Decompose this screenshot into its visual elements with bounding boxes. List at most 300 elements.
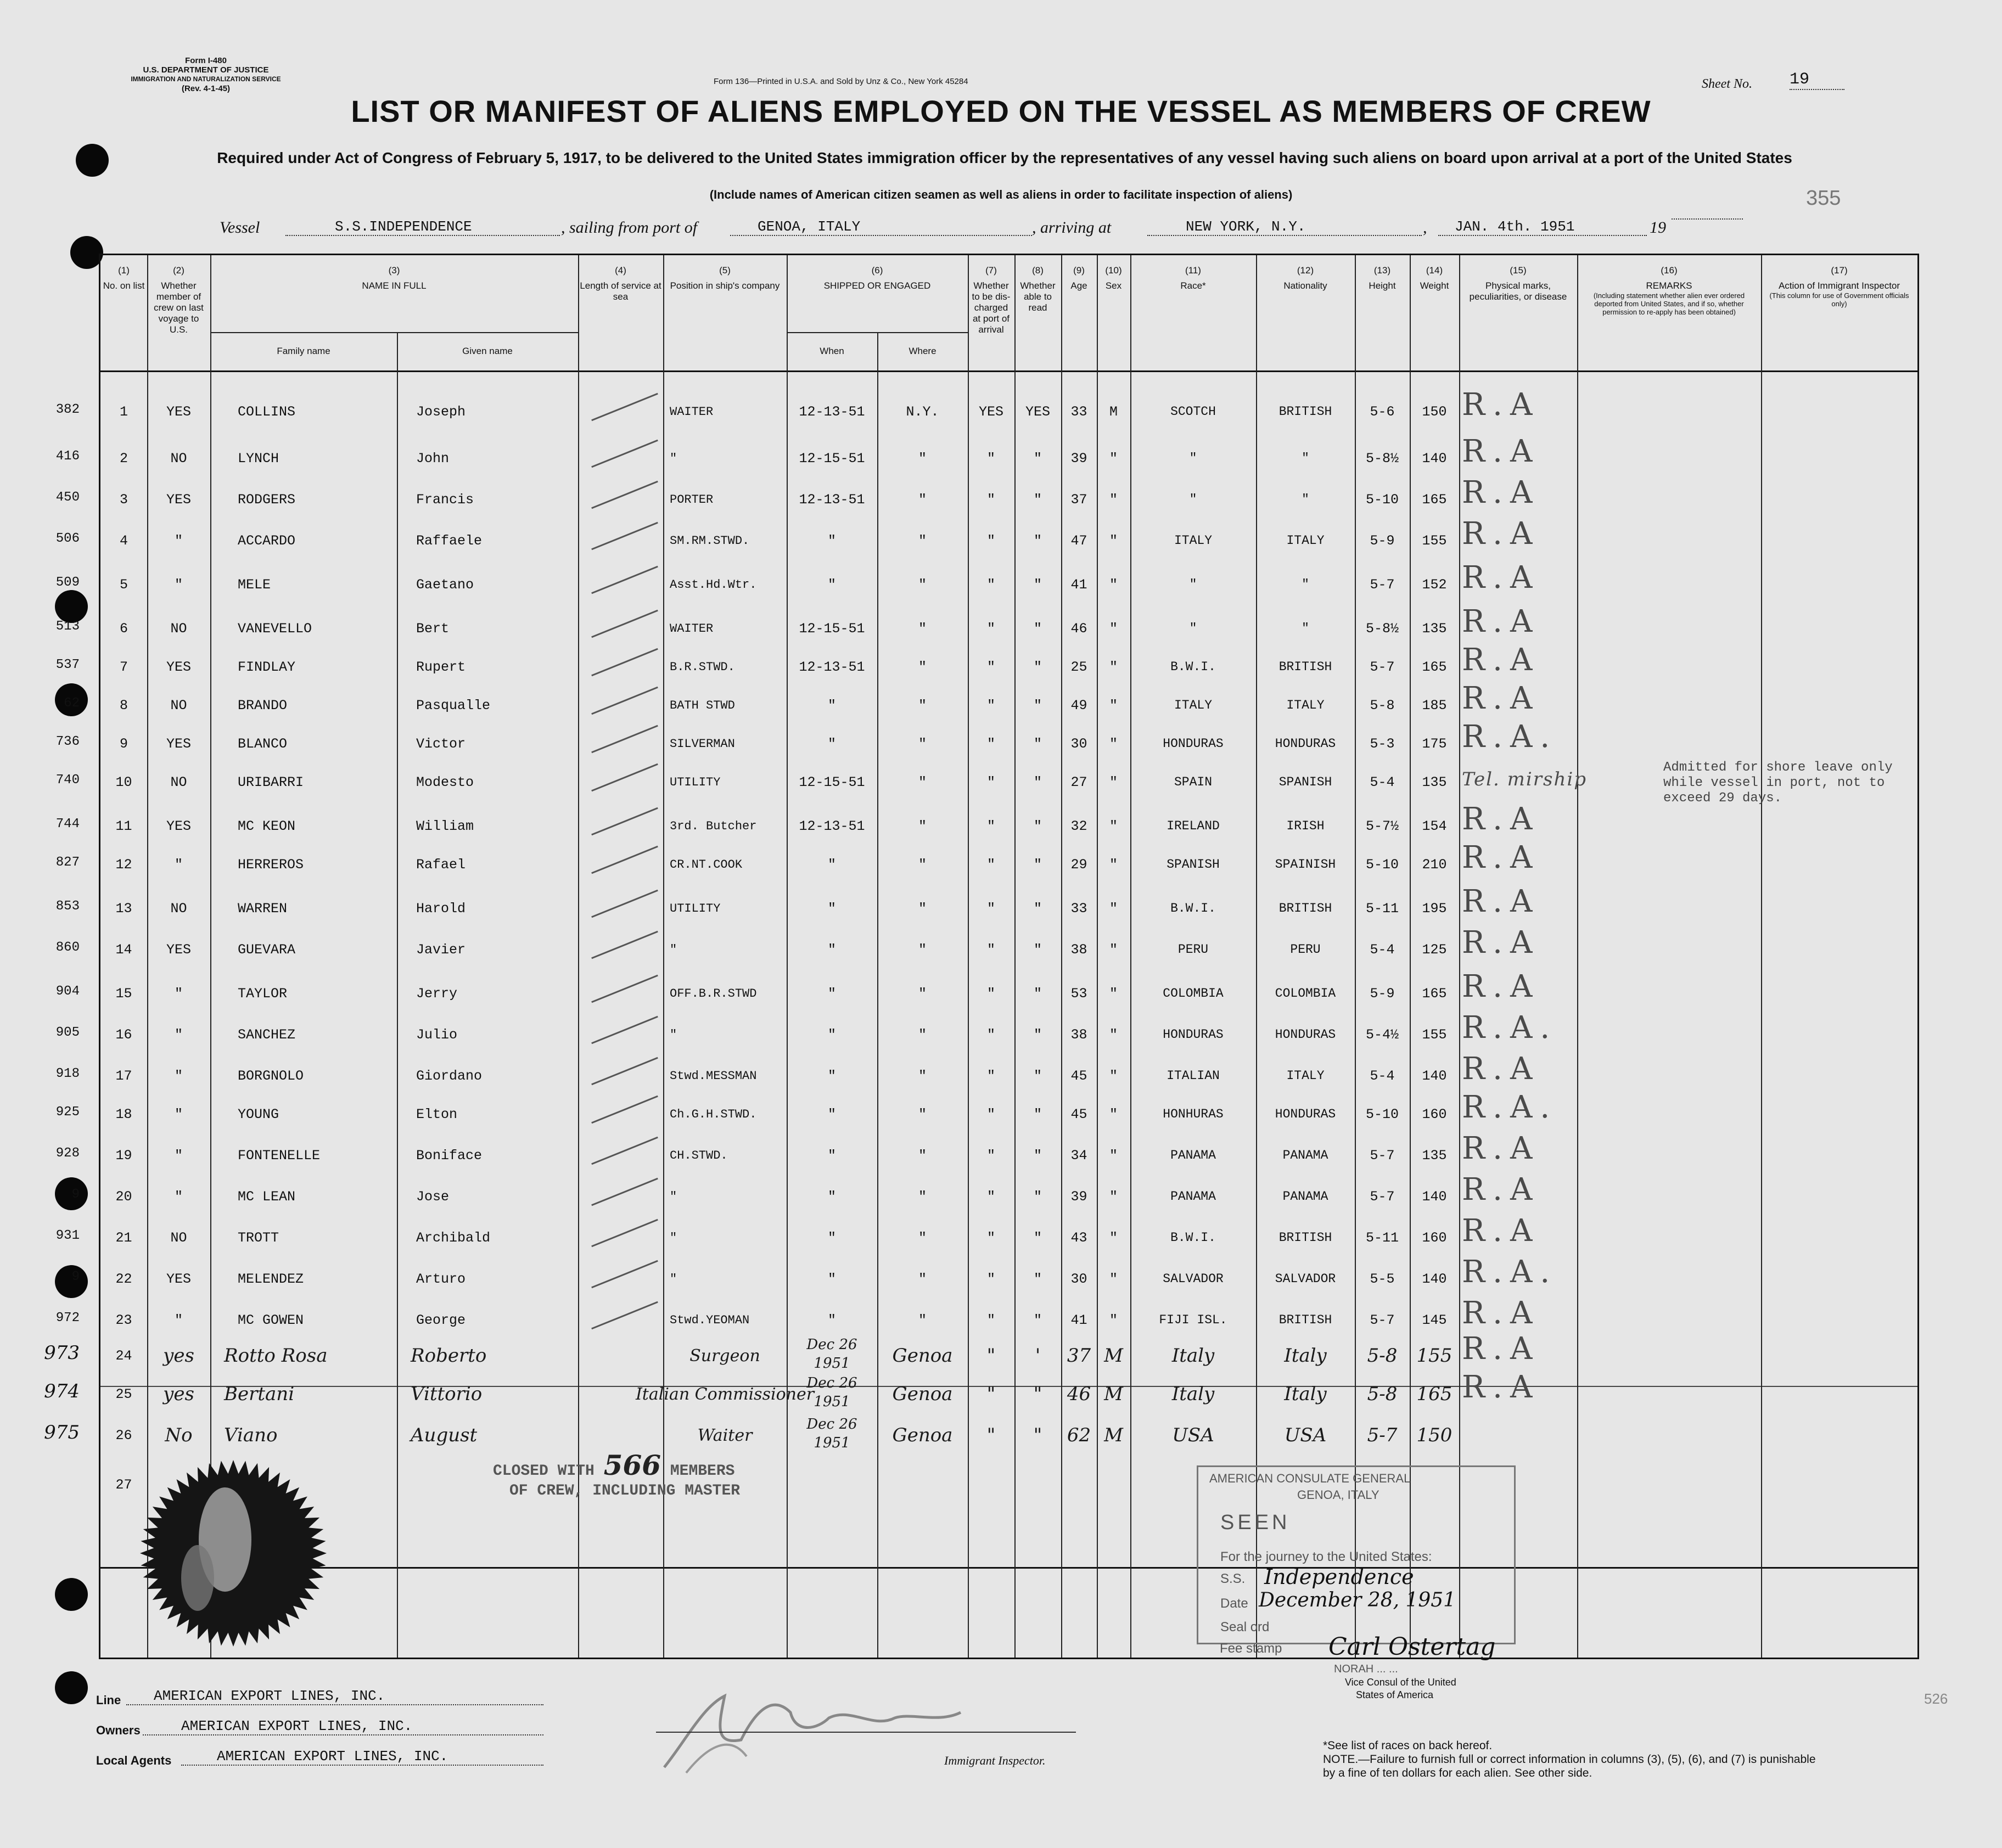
height: 5-8½	[1365, 620, 1399, 637]
revision: (Rev. 4-1-45)	[181, 84, 231, 93]
sex: "	[1109, 450, 1118, 467]
race: USA	[1172, 1424, 1214, 1446]
row-number: 7	[119, 659, 128, 675]
punch-hole	[55, 1578, 88, 1611]
shipped-where: "	[918, 697, 927, 714]
crew-table	[99, 254, 1919, 1659]
sex: "	[1109, 1026, 1118, 1043]
position: CH.STWD.	[670, 1148, 728, 1162]
height: 5-3	[1370, 735, 1395, 752]
age: 43	[1070, 1229, 1087, 1246]
stamp-seen: SEEN	[1220, 1511, 1291, 1534]
inspector-mark: R.A	[1462, 969, 1540, 1004]
crew-last-voyage: NO	[170, 1229, 187, 1246]
sheet-label: Sheet No.	[1702, 77, 1752, 91]
shipped-where: "	[918, 985, 927, 1002]
inspector-mark: R.A	[1462, 387, 1540, 423]
subtitle-note: (Include names of American citizen seamen as well as aliens in order to facilitate inspection of aliens)	[709, 188, 1293, 201]
shipped-when: "	[827, 1147, 836, 1164]
margin-number: 9	[71, 1187, 80, 1202]
header-c17	[1761, 255, 1917, 370]
header-number: (16)	[1661, 265, 1678, 276]
margin-number: 537	[55, 658, 80, 672]
family-name: COLLINS	[238, 403, 296, 420]
sex: "	[1109, 1147, 1118, 1164]
race: IRELAND	[1167, 819, 1220, 833]
discharged: "	[986, 1383, 996, 1405]
position: Asst.Hd.Wtr.	[670, 577, 757, 592]
position: "	[670, 451, 677, 465]
sex: M	[1104, 1345, 1123, 1367]
race: Italy	[1171, 1345, 1215, 1367]
family-name: MC LEAN	[238, 1188, 296, 1205]
service-tick	[591, 1219, 658, 1247]
given-name: Jose	[416, 1188, 450, 1205]
stamp-date-label: Date	[1220, 1596, 1248, 1611]
weight: 160	[1422, 1106, 1447, 1122]
race: ITALIAN	[1167, 1069, 1220, 1083]
inspector-signature-line	[656, 1732, 1076, 1733]
shipped-when-date: Dec 26	[806, 1375, 857, 1391]
margin-number: 853	[55, 899, 80, 914]
weight: 160	[1422, 1229, 1447, 1246]
table-footer-rule	[100, 1567, 1917, 1569]
weight: 152	[1422, 576, 1447, 593]
nationality: PANAMA	[1282, 1148, 1328, 1162]
shipped-when: "	[827, 1312, 836, 1328]
row-number: 14	[115, 941, 132, 958]
able-to-read: "	[1033, 1383, 1042, 1405]
height: 5-8½	[1365, 450, 1399, 467]
header-c3	[210, 255, 578, 332]
discharged: "	[986, 1188, 995, 1205]
race: B.W.I.	[1170, 901, 1216, 915]
able-to-read: "	[1033, 985, 1042, 1002]
margin-number: 740	[55, 773, 80, 788]
weight: 140	[1422, 1188, 1447, 1205]
sex: "	[1109, 818, 1118, 834]
header-number: (12)	[1297, 265, 1314, 276]
sex: "	[1109, 1106, 1118, 1122]
discharged: "	[986, 1106, 995, 1122]
able-to-read: YES	[1025, 403, 1050, 420]
weight: 150	[1422, 403, 1447, 420]
given-name: Victor	[416, 735, 466, 752]
service-tick	[591, 1178, 658, 1206]
shipped-where: "	[918, 1188, 927, 1205]
shipped-when: "	[827, 735, 836, 752]
service-tick	[591, 807, 658, 835]
note-races: *See list of races on back hereof.	[1323, 1739, 1493, 1752]
header-number: (1)	[118, 265, 130, 276]
header-number: (6)	[871, 265, 883, 276]
stamp-number: 355	[1806, 187, 1841, 210]
row-number: 8	[119, 697, 128, 714]
race: ITALY	[1174, 533, 1212, 548]
position: Waiter	[697, 1425, 753, 1445]
given-name: Giordano	[416, 1068, 483, 1084]
header-c14	[1410, 255, 1459, 370]
row-number: 17	[115, 1068, 132, 1084]
shipped-where: "	[918, 1271, 927, 1287]
header-c16	[1577, 255, 1761, 370]
given-name: Gaetano	[416, 576, 474, 593]
inspector-label: Immigrant Inspector.	[944, 1754, 1046, 1767]
nationality: IRISH	[1286, 819, 1325, 833]
year-label: 19	[1650, 218, 1666, 237]
service-tick	[591, 1057, 658, 1085]
discharged: "	[986, 576, 995, 593]
vessel-name: S.S.INDEPENDENCE	[285, 218, 560, 236]
sex: "	[1109, 1312, 1118, 1328]
family-name: WARREN	[238, 900, 288, 917]
able-to-read: "	[1033, 576, 1042, 593]
note-penalty: NOTE.—Failure to furnish full or correct information in columns (3), (5), (6), and (7) is punishable by a fine of ten dollars for each alien. See other side.	[1323, 1753, 1816, 1779]
discharged: "	[986, 491, 995, 508]
weight: 125	[1422, 941, 1447, 958]
header-text: Age	[1070, 280, 1087, 291]
row-number: 5	[119, 576, 128, 593]
age: 45	[1070, 1106, 1087, 1122]
margin-number: 860	[55, 940, 80, 955]
row-number: 13	[115, 900, 132, 917]
able-to-read: "	[1033, 818, 1042, 834]
discharged: "	[986, 735, 995, 752]
discharged: "	[986, 1345, 996, 1367]
header-c10	[1097, 255, 1130, 370]
service-tick	[591, 975, 658, 1003]
margin-number: 931	[55, 1228, 80, 1243]
margin-mark: 526	[1924, 1690, 1948, 1707]
discharged: "	[986, 985, 995, 1002]
arrival-date: JAN. 4th. 1951	[1438, 218, 1647, 236]
position: Stwd.YEOMAN	[670, 1313, 750, 1327]
header-c1	[100, 255, 147, 370]
header-text: Length of service at sea	[580, 280, 661, 302]
punch-hole	[70, 236, 103, 269]
position: UTILITY	[670, 901, 721, 915]
height: 5-10	[1365, 491, 1399, 508]
nationality: BRITISH	[1278, 901, 1332, 915]
given-name: Francis	[416, 491, 474, 508]
race: ITALY	[1174, 698, 1212, 712]
shipped-when: "	[827, 1106, 836, 1122]
discharged: "	[986, 941, 995, 958]
age: 32	[1070, 818, 1087, 834]
family-name: Rotto Rosa	[224, 1345, 328, 1367]
header-c3a: Family name	[277, 346, 330, 356]
height: 5-7	[1370, 659, 1395, 675]
shipped-where: "	[918, 818, 927, 834]
header-c13	[1355, 255, 1410, 370]
height: 5-4	[1370, 941, 1395, 958]
nationality: PERU	[1290, 942, 1321, 957]
margin-number: 918	[55, 1066, 80, 1081]
sex: "	[1109, 856, 1118, 873]
header-c6	[787, 255, 968, 332]
race: "	[1189, 451, 1197, 465]
able-to-read: "	[1033, 1188, 1042, 1205]
agents-value: AMERICAN EXPORT LINES, INC.	[181, 1748, 543, 1766]
consul-signature: Carl Ostertag	[1328, 1633, 1496, 1661]
nationality: ITALY	[1286, 533, 1325, 548]
inspector-mark: R.A	[1462, 560, 1540, 596]
weight: 135	[1422, 1147, 1447, 1164]
header-c7	[968, 255, 1014, 370]
service-tick	[591, 931, 658, 959]
department: U.S. DEPARTMENT OF JUSTICE	[143, 65, 269, 75]
row-number: 20	[115, 1188, 132, 1205]
shipped-where: "	[918, 1229, 927, 1246]
sailing-port: GENOA, ITALY	[730, 218, 1032, 236]
position: "	[670, 1231, 677, 1245]
race: HONDURAS	[1163, 1027, 1224, 1042]
page-title: LIST OR MANIFEST OF ALIENS EMPLOYED ON THE VESSEL AS MEMBERS OF CREW	[351, 94, 1651, 128]
sex: "	[1109, 735, 1118, 752]
able-to-read: "	[1033, 774, 1042, 790]
nationality: "	[1302, 492, 1309, 507]
weight: 195	[1422, 900, 1447, 917]
shipped-where: "	[918, 1147, 927, 1164]
header-number: (7)	[985, 265, 997, 276]
weight: 140	[1422, 450, 1447, 467]
shipped-when: "	[827, 697, 836, 714]
family-name: MELE	[238, 576, 271, 593]
header-c6a: When	[820, 346, 844, 356]
crew-last-voyage: "	[174, 1106, 183, 1122]
crew-last-voyage: "	[174, 532, 183, 549]
inspector-mark: R.A	[1462, 840, 1540, 875]
able-to-read: "	[1033, 1271, 1042, 1287]
nationality: ITALY	[1286, 698, 1325, 712]
nationality: "	[1302, 451, 1309, 465]
inspector-mark: Tel. mirship	[1462, 768, 1587, 790]
column-rule	[1577, 255, 1578, 1658]
header-sub-rule	[210, 332, 578, 333]
inspector-mark: R.A	[1462, 681, 1540, 716]
able-to-read: "	[1033, 941, 1042, 958]
discharged: "	[986, 659, 995, 675]
margin-number: 509	[55, 575, 80, 590]
weight: 145	[1422, 1312, 1447, 1328]
inspector-mark: R.A	[1462, 1331, 1540, 1367]
age: 37	[1070, 491, 1087, 508]
able-to-read: "	[1033, 1147, 1042, 1164]
sex: "	[1109, 985, 1118, 1002]
race: Italy	[1171, 1383, 1215, 1405]
crew-last-voyage: YES	[166, 941, 191, 958]
race: HONDURAS	[1163, 737, 1224, 751]
family-name: FINDLAY	[238, 659, 296, 675]
shipped-where: "	[918, 735, 927, 752]
crew-last-voyage: "	[174, 856, 183, 873]
shipped-when: 12-15-51	[799, 774, 865, 790]
shipped-when: "	[827, 941, 836, 958]
inspector-mark: R.A	[1462, 1051, 1540, 1087]
shipped-where: N.Y.	[906, 403, 939, 420]
header-number: (4)	[615, 265, 626, 276]
crew-last-voyage: "	[174, 985, 183, 1002]
service-tick	[591, 566, 658, 594]
race: "	[1189, 492, 1197, 507]
service-tick	[591, 1301, 658, 1329]
inspector-mark: R.A.	[1462, 1010, 1558, 1046]
form-id-block	[102, 56, 310, 93]
nationality: "	[1302, 577, 1309, 592]
nationality: HONDURAS	[1275, 1027, 1336, 1042]
nationality: SPANISH	[1278, 775, 1332, 789]
weight: 155	[1422, 532, 1447, 549]
able-to-read: "	[1033, 1026, 1042, 1043]
age: 29	[1070, 856, 1087, 873]
crew-last-voyage: YES	[166, 818, 191, 834]
given-name: Arturo	[416, 1271, 466, 1287]
inspector-mark: R.A.	[1462, 1089, 1558, 1125]
family-name: TAYLOR	[238, 985, 288, 1002]
weight: 155	[1422, 1026, 1447, 1043]
given-name: Bert	[416, 620, 450, 637]
height: 5-10	[1365, 856, 1399, 873]
stamp-journey: For the journey to the United States:	[1220, 1549, 1432, 1564]
row-number: 4	[119, 532, 128, 549]
family-name: RODGERS	[238, 491, 296, 508]
shipped-when: 12-13-51	[799, 659, 865, 675]
position: WAITER	[670, 621, 714, 636]
shipped-when-year: 1951	[814, 1435, 850, 1451]
inspector-mark: R.A	[1462, 1295, 1540, 1331]
crew-last-voyage: YES	[166, 403, 191, 420]
sex: "	[1109, 620, 1118, 637]
inspector-mark: R.A	[1462, 604, 1540, 639]
crew-last-voyage: "	[174, 1068, 183, 1084]
shipped-where: Genoa	[892, 1424, 953, 1446]
position: WAITER	[670, 405, 714, 419]
shipped-where: "	[918, 659, 927, 675]
age: 46	[1067, 1383, 1091, 1405]
height: 5-7	[1370, 1147, 1395, 1164]
remark-shore-leave: Admitted for shore leave only while vessel in port, not to exceed 29 days.	[1663, 760, 1893, 806]
shipped-when: "	[827, 1229, 836, 1246]
header-sub-rule	[787, 332, 968, 333]
row-number: 19	[115, 1147, 132, 1164]
row-number: 24	[115, 1347, 132, 1364]
family-name: BORGNOLO	[238, 1068, 304, 1084]
given-name: Harold	[416, 900, 466, 917]
shipped-when-year: 1951	[814, 1355, 850, 1372]
header-text: NAME IN FULL	[362, 280, 427, 291]
nationality: HONDURAS	[1275, 737, 1336, 751]
height: 5-7	[1367, 1424, 1398, 1446]
nationality: BRITISH	[1278, 1231, 1332, 1245]
shipped-when: "	[827, 1026, 836, 1043]
age: 38	[1070, 1026, 1087, 1043]
shipped-when: "	[827, 856, 836, 873]
crew-last-voyage: No	[165, 1424, 193, 1446]
race: SALVADOR	[1163, 1272, 1224, 1286]
discharged: "	[986, 818, 995, 834]
shipped-where: "	[918, 1106, 927, 1122]
weight: 150	[1416, 1424, 1453, 1446]
discharged: "	[986, 1271, 995, 1287]
nationality: HONDURAS	[1275, 1107, 1336, 1121]
margin-number: 506	[55, 531, 80, 546]
able-to-read: "	[1033, 900, 1042, 917]
position: Ch.G.H.STWD.	[670, 1107, 757, 1121]
row-number: 15	[115, 985, 132, 1002]
age: 41	[1070, 576, 1087, 593]
age: 62	[1067, 1424, 1091, 1446]
shipped-where: "	[918, 900, 927, 917]
consulate-stamp	[1197, 1465, 1516, 1644]
header-number: (15)	[1510, 265, 1527, 276]
crew-last-voyage: yes	[163, 1345, 194, 1367]
inspector-mark: R.A	[1462, 884, 1540, 919]
header-number: (14)	[1426, 265, 1443, 276]
sex: "	[1109, 1229, 1118, 1246]
inspector-mark: R.A	[1462, 925, 1540, 960]
arrival-port: NEW YORK, N.Y.	[1147, 218, 1422, 236]
sex: M	[1104, 1424, 1123, 1446]
family-name: Bertani	[224, 1383, 295, 1405]
service-tick	[591, 1016, 658, 1044]
family-name: SANCHEZ	[238, 1026, 296, 1043]
service-tick	[591, 846, 658, 874]
race: "	[1189, 577, 1197, 592]
discharged: "	[986, 1147, 995, 1164]
service-tick	[591, 481, 658, 509]
crew-count: 566	[603, 1449, 661, 1481]
header-c3b: Given name	[462, 346, 513, 356]
sex: "	[1109, 491, 1118, 508]
height: 5-6	[1370, 403, 1395, 420]
given-name: Boniface	[416, 1147, 483, 1164]
age: 47	[1070, 532, 1087, 549]
header-text: No. on list	[103, 280, 145, 291]
shipped-where: "	[918, 774, 927, 790]
sex: "	[1109, 576, 1118, 593]
nationality: USA	[1284, 1424, 1327, 1446]
able-to-read: "	[1033, 697, 1042, 714]
closing-line2: OF CREW, INCLUDING MASTER	[509, 1482, 741, 1499]
margin-number: 827	[55, 855, 80, 870]
row-number: 23	[115, 1312, 132, 1328]
header-number: (9)	[1073, 265, 1085, 276]
shipped-when: "	[827, 532, 836, 549]
stamp-line-city: GENOA, ITALY	[1297, 1488, 1379, 1502]
position: B.R.STWD.	[670, 660, 735, 674]
service-tick	[591, 1260, 658, 1288]
crew-last-voyage: "	[174, 1026, 183, 1043]
notary-seal-icon	[137, 1457, 329, 1649]
sex: M	[1104, 1383, 1123, 1405]
shipped-where: Genoa	[892, 1383, 953, 1405]
position: "	[670, 1189, 677, 1204]
sex: "	[1109, 1188, 1118, 1205]
header-text: Whether member of crew on last voyage to U.S.	[154, 280, 204, 335]
family-name: TROTT	[238, 1229, 279, 1246]
shipped-when: 12-13-51	[799, 818, 865, 834]
position: "	[670, 1027, 677, 1042]
header-c11	[1130, 255, 1256, 370]
weight: 165	[1422, 491, 1447, 508]
position: "	[670, 942, 677, 957]
service-tick	[591, 1137, 658, 1165]
crew-last-voyage: YES	[166, 1271, 191, 1287]
crew-last-voyage: "	[174, 1312, 183, 1328]
given-name: Vittorio	[411, 1383, 483, 1405]
given-name: August	[411, 1424, 478, 1446]
row-number: 26	[115, 1427, 132, 1443]
